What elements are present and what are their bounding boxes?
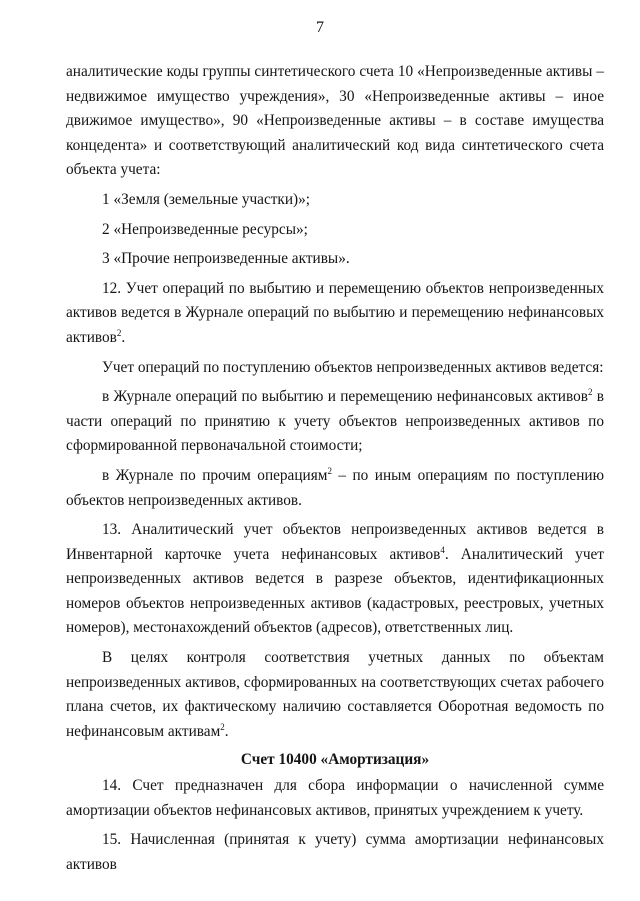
paragraph-13-end: . Аналитический учет непроизведенных активов ведется в разрезе объектов, идентификационных номеров объектов непроизведенных активов (кадастровых, реестровых, учетных номеров), местонахождений объектов (адресов), ответственных лиц. — [66, 545, 604, 637]
paragraph-12-end: . — [121, 328, 126, 346]
section-heading-account-10400: Счет 10400 «Амортизация» — [240, 751, 430, 769]
paragraph-13 — [66, 518, 604, 641]
paragraph-analytic-codes: аналитические коды группы синтетического счета 10 «Непроизведенные активы – недвижимое имущество учреждения», 30 «Непроизведенные активы – иное движимое имущество», 90 «Непроизведенные активы – в составе имущества концедента» и соответствующий аналитический код вида синтетического счета объекта учета: — [66, 63, 604, 179]
footnote-ref: 2 — [116, 327, 122, 338]
paragraph-journal-other — [66, 464, 604, 513]
footnote-ref: 2 — [587, 387, 593, 398]
paragraph-journal-other-end: – по иным операциям по поступлению объектов непроизведенных активов. — [66, 466, 604, 509]
list-item-resources: 2 «Непроизведенные ресурсы»; — [102, 220, 308, 238]
document-body — [66, 60, 604, 877]
paragraph-control-end: . — [224, 722, 229, 740]
list-item-land: 1 «Земля (земельные участки)»; — [102, 190, 311, 208]
paragraph-journal-disposal-end: в части операций по принятию к учету объектов непроизведенных активов по сформированной первоначальной стоимости; — [66, 388, 604, 455]
footnote-ref: 2 — [327, 465, 332, 476]
paragraph-12-text: 12. Учет операций по выбытию и перемещению объектов непроизведенных активов ведется в Журнале операций по выбытию и перемещению нефинансовых активов — [66, 279, 604, 346]
paragraph-13-text: 13. Аналитический учет объектов непроизведенных активов ведется в Инвентарной карточке учета нефинансовых активов — [66, 521, 604, 563]
paragraph-journal-disposal — [66, 385, 604, 459]
paragraph-journal-other-text: в Журнале по прочим операциям — [102, 466, 328, 484]
footnote-ref: 2 — [220, 721, 225, 732]
list-item-other-assets: 3 «Прочие непроизведенные активы». — [102, 250, 350, 268]
paragraph-receipt-intro: Учет операций по поступлению объектов непроизведенных активов ведется: — [102, 358, 604, 376]
paragraph-15: 15. Начисленная (принятая к учету) сумма амортизации нефинансовых активов — [66, 831, 604, 873]
paragraph-control — [66, 646, 604, 744]
paragraph-journal-disposal-text: в Журнале операций по выбытию и перемещению нефинансовых активов — [102, 388, 588, 406]
page-number: 7 — [316, 19, 324, 36]
footnote-ref: 4 — [440, 544, 445, 555]
paragraph-control-text: В целях контроля соответствия учетных данных по объектам непроизведенных активов, сформированных на соответствующих счетах рабочего плана счетов, их фактическому наличию составляется Оборотная ведомость по нефинансовым активам — [66, 649, 604, 740]
paragraph-12 — [66, 277, 604, 351]
paragraph-14: 14. Счет предназначен для сбора информации о начисленной сумме амортизации объектов нефинансовых активов, принятых учреждением к учету. — [66, 777, 604, 819]
